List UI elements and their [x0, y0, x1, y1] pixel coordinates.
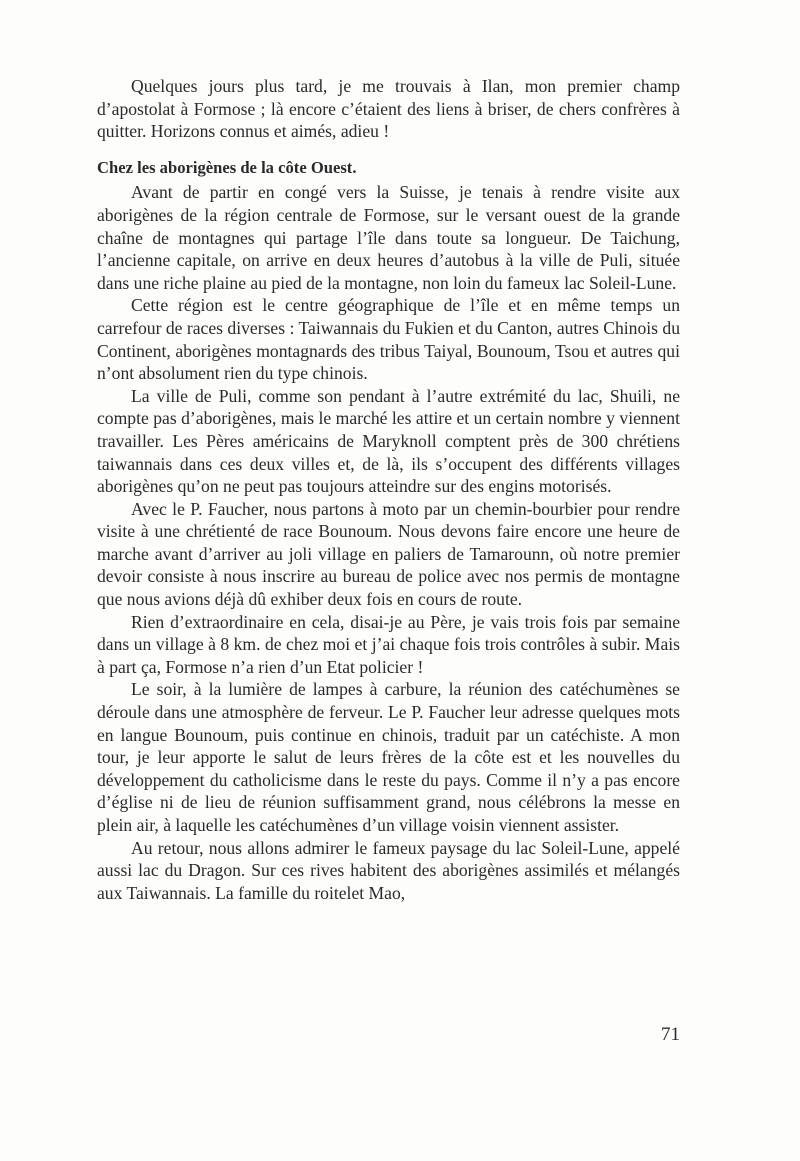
paragraph: La ville de Puli, comme son pendant à l’autre extrémité du lac, Shuili, ne compte pas d’aborigènes, mais le marché les attire et un certain nombre y viennent travailler. Les Pères américains de Maryknoll comptent près de 300 chrétiens taiwannais dans ces deux villes et, de là, ils s’occupent des différents villages aborigènes qu’on ne peut pas toujours atteindre sur des engins motorisés.: [97, 385, 680, 497]
paragraph: Avec le P. Faucher, nous partons à moto par un chemin-bourbier pour rendre visite à une chrétienté de race Bounoum. Nous devons faire encore une heure de marche avant d’arriver au joli village en paliers de Tamarounn, où notre premier devoir consiste à nous inscrire au bureau de police avec nos permis de montagne que nous avions déjà dû exhiber deux fois en cours de route.: [97, 498, 680, 610]
paragraph: Quelques jours plus tard, je me trouvais à Ilan, mon premier champ d’apostolat à Formose ; là encore c’étaient des liens à briser, de chers confrères à quitter. Horizons connus et aimés, adieu !: [97, 76, 680, 142]
body-text: [97, 75, 680, 904]
paragraph: Le soir, à la lumière de lampes à carbure, la réunion des catéchumènes se déroule dans une atmosphère de ferveur. Le P. Faucher leur adresse quelques mots en langue Bounoum, puis continue en chinois, traduit par un catéchiste. A mon tour, je leur apporte le salut de leurs frères de la côte est et les nouvelles du développement du catholicisme dans le reste du pays. Comme il n’y a pas encore d’église ni de lieu de réunion suffisamment grand, nous célébrons la messe en plein air, à laquelle les catéchumènes d’un village voisin viennent assister.: [97, 679, 680, 835]
paragraph: Avant de partir en congé vers la Suisse, je tenais à rendre visite aux aborigènes de la région centrale de Formose, sur le versant ouest de la grande chaîne de montagnes qui partage l’île dans toute sa longueur. De Taichung, l’ancienne capitale, on arrive en deux heures d’autobus à la ville de Puli, située dans une riche plaine au pied de la montagne, non loin du fameux lac Soleil-Lune.: [97, 182, 680, 293]
paragraph: Au retour, nous allons admirer le fameux paysage du lac Soleil-Lune, appelé aussi lac du Dragon. Sur ces rives habitent des aborigènes assimilés et mélangés aux Taiwannais. La famille du roitelet Mao,: [97, 837, 680, 903]
paragraph: Cette région est le centre géographique de l’île et en même temps un carrefour de races diverses : Taiwannais du Fukien et du Canton, autres Chinois du Continent, aborigènes montagnards des tribus Taiyal, Bounoum, Tsou et autres qui n’ont absolument rien du type chinois.: [97, 295, 680, 384]
section-heading: Chez les aborigènes de la côte Ouest.: [97, 157, 357, 177]
page-number: 71: [661, 1024, 680, 1045]
paragraph: Rien d’extraordinaire en cela, disai-je au Père, je vais trois fois par semaine dans un village à 8 km. de chez moi et j’ai chaque fois trois contrôles à subir. Mais à part ça, Formose n’a rien d’un Etat policier !: [97, 611, 680, 677]
